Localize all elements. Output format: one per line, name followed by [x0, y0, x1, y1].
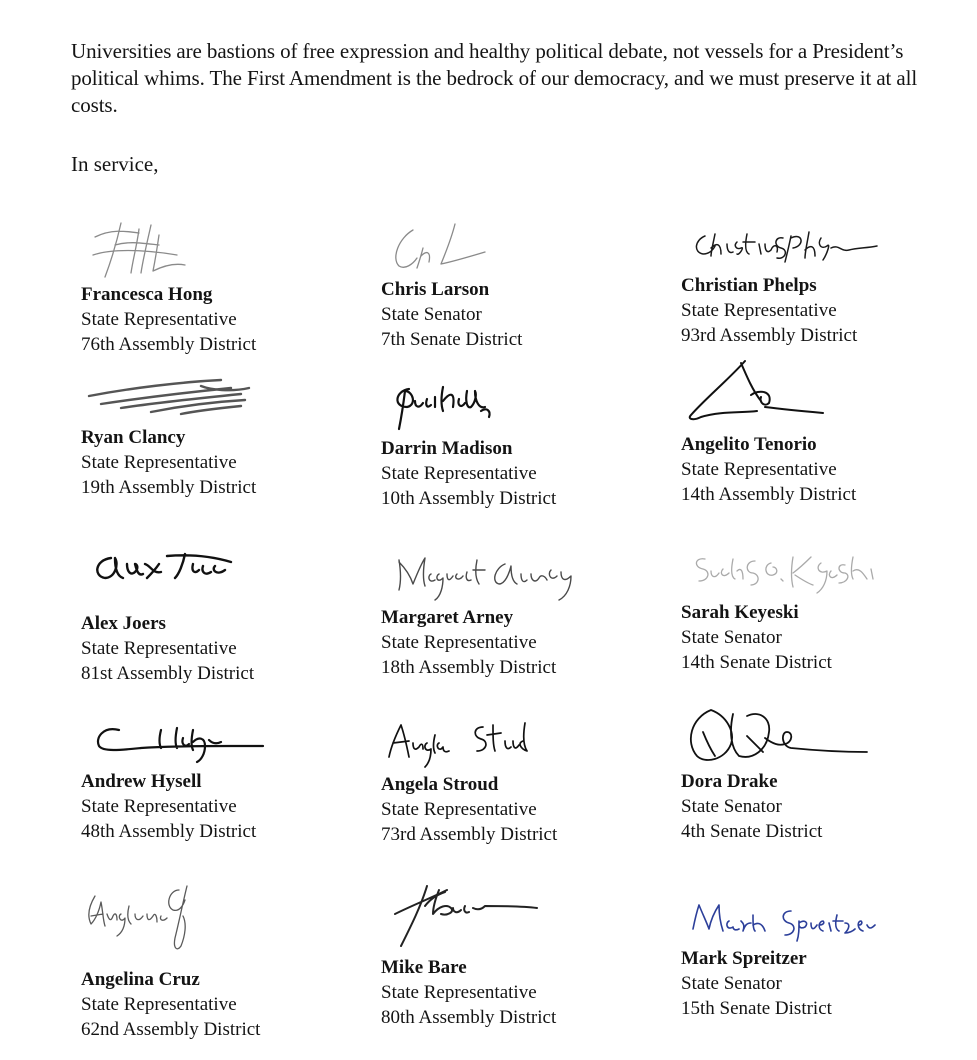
signature-christian-phelps [681, 222, 881, 274]
signer-role: State Senator [681, 973, 782, 994]
signer-block-angelina-cruz [81, 876, 371, 1042]
signer-role: State Representative [81, 994, 237, 1015]
signer-role: State Senator [681, 796, 782, 817]
signature-andrew-hysell [81, 716, 271, 770]
letter-paragraph: Universities are bastions of free expression and healthy political debate, not vessels for a President’s political whims. The First Amendment is the bedrock of our democracy, and we must preserve it at all costs. [71, 39, 918, 117]
signer-district: 15th Senate District [681, 998, 832, 1019]
signer-district: 7th Senate District [381, 329, 523, 350]
signer-name: Margaret Arney [381, 607, 514, 628]
signer-name: Dora Drake [681, 771, 778, 792]
signer-block-chris-larson [381, 218, 671, 352]
signer-name: Angelina Cruz [81, 969, 200, 990]
signer-name: Darrin Madison [381, 438, 513, 459]
signature-angelina-cruz [81, 876, 221, 968]
signer-role: State Representative [381, 982, 537, 1003]
signature-sarah-keyeski [681, 545, 881, 601]
signer-name: Francesca Hong [81, 284, 213, 305]
signer-district: 19th Assembly District [81, 477, 257, 498]
signer-district: 18th Assembly District [381, 657, 557, 678]
signer-district: 10th Assembly District [381, 488, 557, 509]
signature-mark-spreitzer [681, 895, 881, 947]
signer-block-christian-phelps [681, 222, 971, 348]
signer-role: State Representative [81, 796, 237, 817]
signer-name: Ryan Clancy [81, 427, 186, 448]
letter-closing: In service, [71, 152, 159, 176]
signature-alex-joers [81, 542, 241, 612]
signer-block-angelito-tenorio [681, 355, 971, 507]
signer-name: Sarah Keyeski [681, 602, 799, 623]
signer-block-angela-stroud [381, 713, 671, 847]
signature-chris-larson [381, 218, 491, 278]
signer-name: Mike Bare [381, 957, 467, 978]
signer-role: State Senator [381, 304, 482, 325]
signer-name: Angelito Tenorio [681, 434, 817, 455]
signer-district: 14th Senate District [681, 652, 832, 673]
signer-role: State Representative [81, 309, 237, 330]
signature-ryan-clancy [81, 372, 261, 426]
signer-district: 80th Assembly District [381, 1007, 557, 1028]
signer-role: State Representative [681, 300, 837, 321]
signer-block-alex-joers [81, 542, 371, 686]
signer-role: State Representative [381, 799, 537, 820]
signer-block-mike-bare [381, 876, 671, 1030]
signer-district: 76th Assembly District [81, 334, 257, 355]
signer-district: 14th Assembly District [681, 484, 857, 505]
signer-role: State Representative [381, 463, 537, 484]
signer-district: 62nd Assembly District [81, 1019, 261, 1040]
signer-district: 81st Assembly District [81, 663, 255, 684]
signer-district: 73rd Assembly District [381, 824, 558, 845]
signer-block-francesca-hong [81, 215, 371, 357]
signer-role: State Representative [81, 452, 237, 473]
signer-name: Angela Stroud [381, 774, 499, 795]
signer-name: Chris Larson [381, 279, 490, 300]
signature-angelito-tenorio [681, 355, 831, 433]
signer-block-dora-drake [681, 702, 971, 844]
signer-name: Alex Joers [81, 613, 166, 634]
signer-role: State Representative [81, 638, 237, 659]
signer-block-mark-spreitzer [681, 895, 971, 1021]
signer-role: State Senator [681, 627, 782, 648]
signer-role: State Representative [381, 632, 537, 653]
signature-angela-stroud [381, 713, 551, 773]
signature-mike-bare [381, 876, 551, 956]
signer-name: Andrew Hysell [81, 771, 202, 792]
signature-margaret-arney [381, 546, 601, 606]
signer-block-andrew-hysell [81, 716, 371, 844]
signer-block-sarah-keyeski [681, 545, 971, 675]
signer-block-darrin-madison [381, 377, 671, 511]
signature-francesca-hong [81, 215, 191, 283]
signer-district: 48th Assembly District [81, 821, 257, 842]
signer-name: Mark Spreitzer [681, 948, 807, 969]
signer-block-ryan-clancy [81, 372, 371, 500]
signer-role: State Representative [681, 459, 837, 480]
signer-district: 4th Senate District [681, 821, 823, 842]
signature-dora-drake [681, 702, 871, 770]
signer-name: Christian Phelps [681, 275, 817, 296]
signature-darrin-madison [381, 377, 511, 437]
signer-district: 93rd Assembly District [681, 325, 858, 346]
signer-block-margaret-arney [381, 546, 671, 680]
